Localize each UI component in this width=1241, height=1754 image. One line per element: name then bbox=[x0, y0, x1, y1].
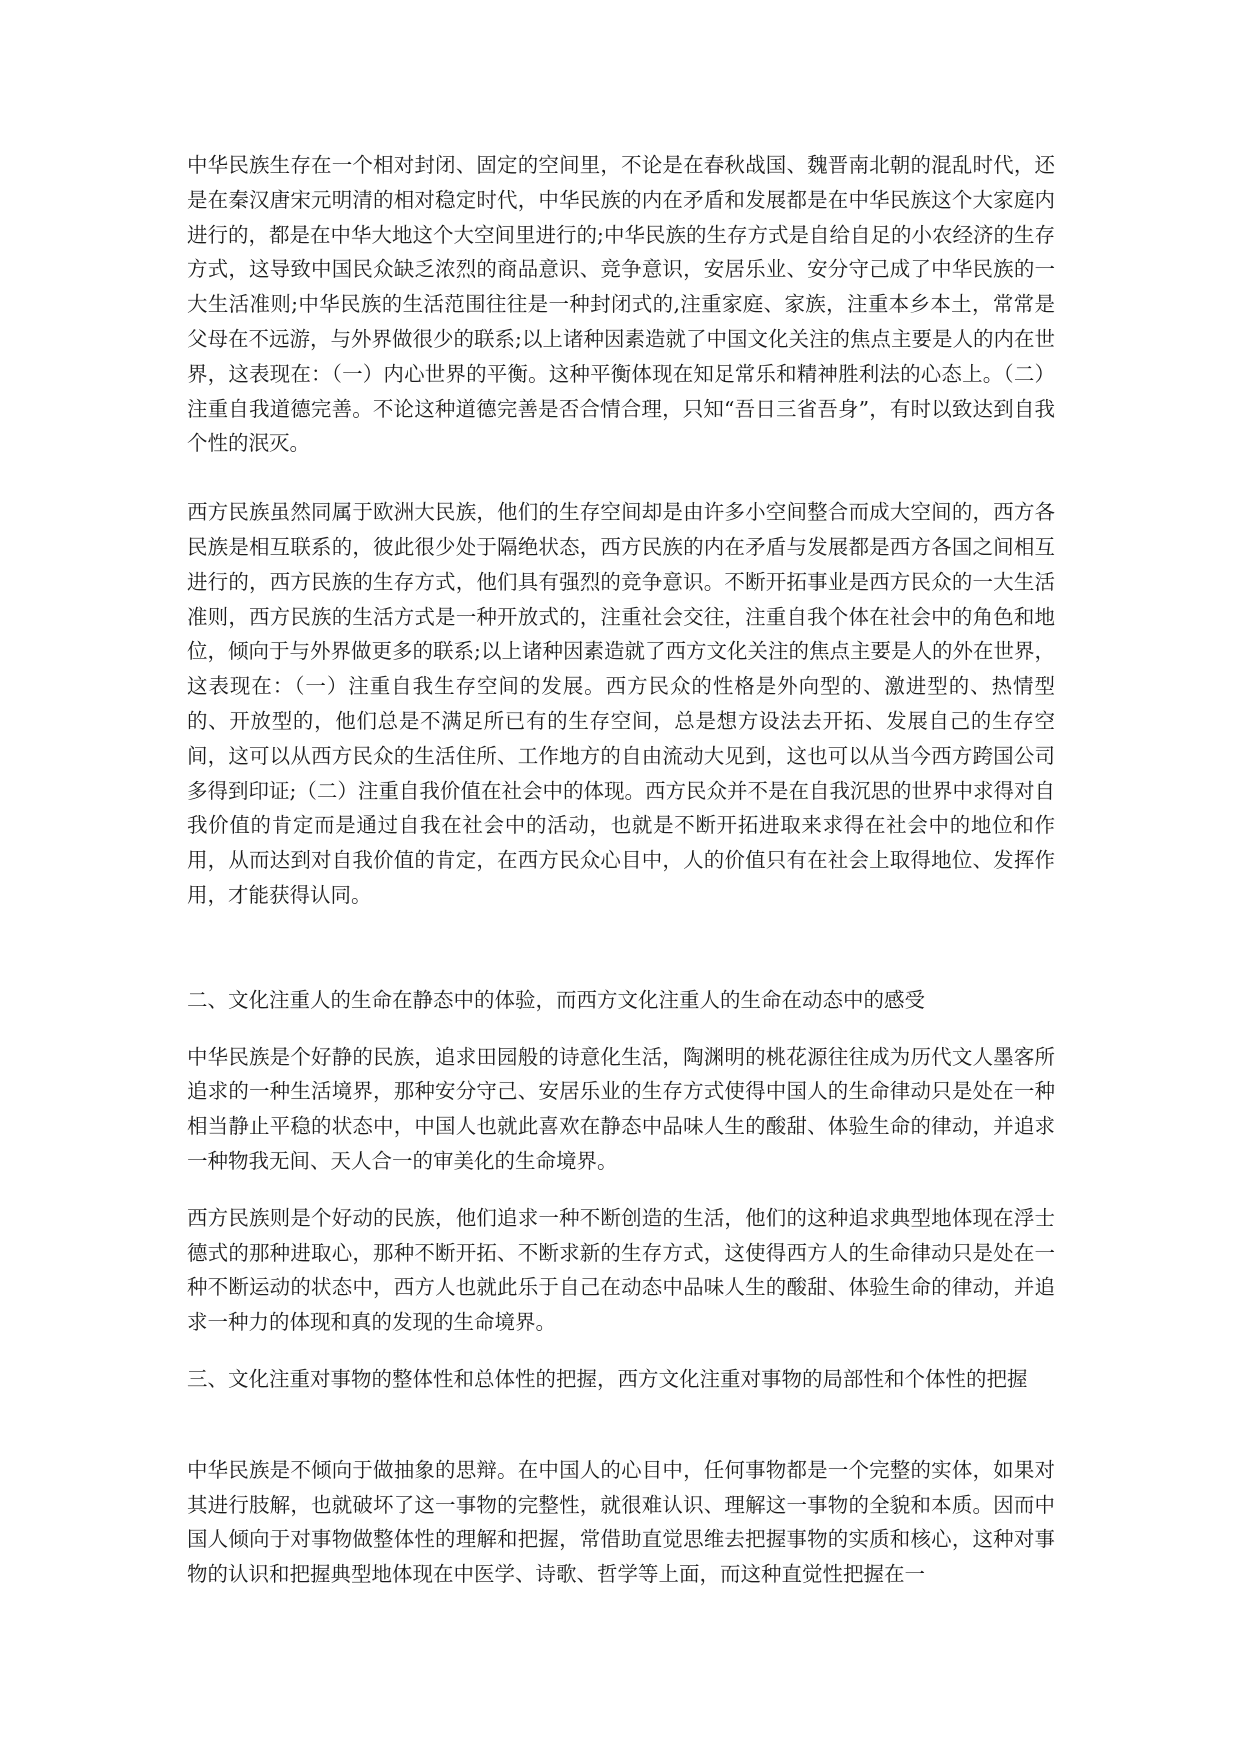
paragraph-chinese-static-life: 中华民族是个好静的民族，追求田园般的诗意化生活，陶渊明的桃花源往往成为历代文人墨客所追求的一种生活境界，那种安分守己、安居乐业的生存方式使得中国人的生命律动只是处在一种相当静止平稳的状态中，中国人也就此喜欢在静态中品味人生的酸甜、体验生命的律动，并追求一种物我无间、天人合一的审美化的生命境界。 bbox=[187, 1044, 1055, 1173]
paragraph-chinese-inner-world: 中华民族生存在一个相对封闭、固定的空间里，不论是在春秋战国、魏晋南北朝的混乱时代，还是在秦汉唐宋元明清的相对稳定时代，中华民族的内在矛盾和发展都是在中华民族这个大家庭内进行的，都是在中华大地这个大空间里进行的;中华民族的生存方式是自给自足的小农经济的生存方式，这导致中国民众缺乏浓烈的商品意识、竞争意识，安居乐业、安分守己成了中华民族的一大生活准则;中华民族的生活范围往往是一种封闭式的,注重家庭、家族，注重本乡本土，常常是父母在不远游，与外界做很少的联系;以上诸种因素造就了中国文化关注的焦点主要是人的内在世界，这表现在：（一）内心世界的平衡。这种平衡体现在知足常乐和精神胜利法的心态上。（二）注重自我道德完善。不论这种道德完善是否合情合理，只知“吾日三省吾身”，有时以致达到自我个性的泯灭。 bbox=[187, 153, 1055, 456]
paragraph-western-dynamic-life: 西方民族则是个好动的民族，他们追求一种不断创造的生活，他们的这种追求典型地体现在浮士德式的那种进取心，那种不断开拓、不断求新的生存方式，这使得西方人的生命律动只是处在一种不断运动的状态中，西方人也就此乐于自己在动态中品味人生的酸甜、体验生命的律动，并追求一种力的体现和真的发现的生命境界。 bbox=[187, 1205, 1055, 1335]
section-heading-two: 二、文化注重人的生命在静态中的体验，而西方文化注重人的生命在动态中的感受 bbox=[187, 987, 925, 1012]
section-heading-three: 三、文化注重对事物的整体性和总体性的把握，西方文化注重对事物的局部性和个体性的把握 bbox=[187, 1366, 1028, 1391]
paragraph-chinese-holistic-thinking: 中华民族是不倾向于做抽象的思辩。在中国人的心目中，任何事物都是一个完整的实体，如果对其进行肢解，也就破坏了这一事物的完整性，就很难认识、理解这一事物的全貌和本质。因而中国人倾向于对事物做整体性的理解和把握，常借助直觉思维去把握事物的实质和核心，这种对事物的认识和把握典型地体现在中医学、诗歌、哲学等上面，而这种直觉性把握在一 bbox=[187, 1457, 1055, 1587]
paragraph-western-outer-world: 西方民族虽然同属于欧洲大民族，他们的生存空间却是由许多小空间整合而成大空间的，西方各民族是相互联系的，彼此很少处于隔绝状态，西方民族的内在矛盾与发展都是西方各国之间相互进行的，西方民族的生存方式，他们具有强烈的竞争意识。不断开拓事业是西方民众的一大生活准则，西方民族的生活方式是一种开放式的，注重社会交往，注重自我个体在社会中的角色和地位，倾向于与外界做更多的联系;以上诸种因素造就了西方文化关注的焦点主要是人的外在世界，这表现在：（一）注重自我生存空间的发展。西方民众的性格是外向型的、激进型的、热情型的、开放型的，他们总是不满足所已有的生存空间，总是想方设法去开拓、发展自己的生存空间，这可以从西方民众的生活住所、工作地方的自由流动大见到，这也可以从当今西方跨国公司多得到印证;（二）注重自我价值在社会中的体现。西方民众并不是在自我沉思的世界中求得对自我价值的肯定而是通过自我在社会中的活动，也就是不断开拓进取来求得在社会中的地位和作用，从而达到对自我价值的肯定，在西方民众心目中，人的价值只有在社会上取得地位、发挥作用，才能获得认同。 bbox=[187, 500, 1055, 907]
document-body bbox=[187, 148, 1055, 1592]
